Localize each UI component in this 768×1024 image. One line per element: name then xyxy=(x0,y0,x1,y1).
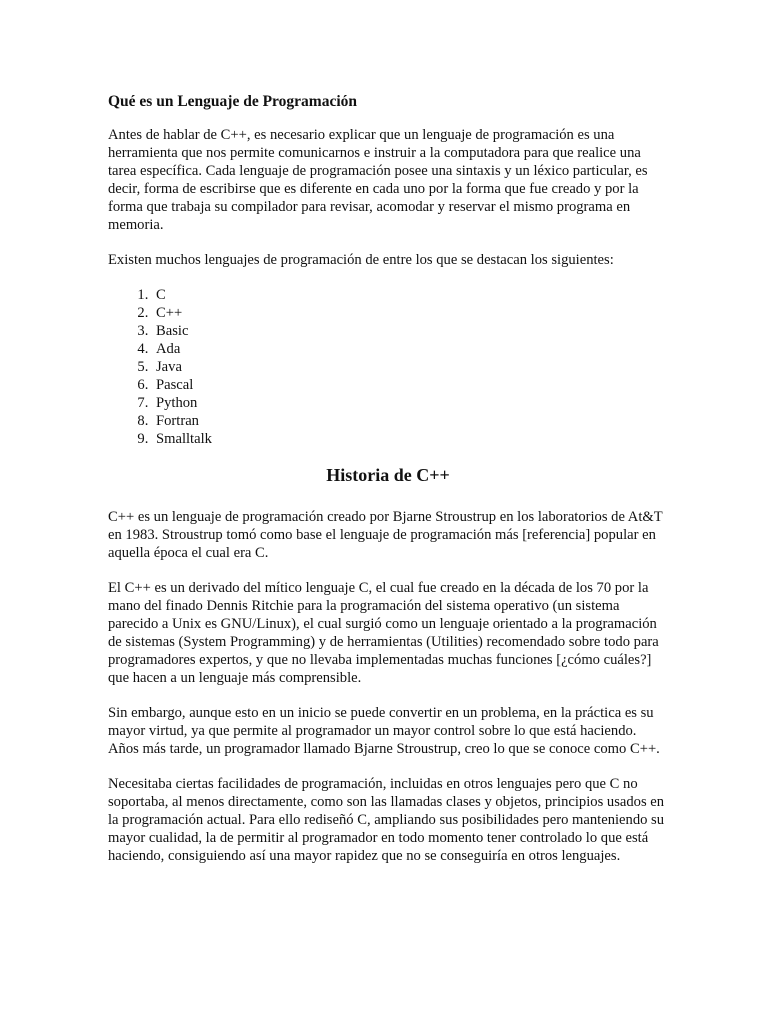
list-item: 4. Ada xyxy=(152,340,668,358)
history-paragraph: Necesitaba ciertas facilidades de programación, incluidas en otros lenguajes pero que C no soportaba, al menos directamente, como son las llamadas clases y objetos, principios usados en la programación actual. Para ello rediseñó C, ampliando sus posibilidades pero manteniendo su mayor cualidad, la de permitir al programador en todo momento tener controlado lo que está haciendo, consiguiendo así una mayor rapidez que no se conseguiría en otros lenguajes. xyxy=(108,776,665,864)
history-paragraph: El C++ es un derivado del mítico lenguaje C, el cual fue creado en la década de los 70 por la mano del finado Dennis Ritchie para la programación del sistema operativo (un sistema parecido a Unix es GNU/Linux), el cual surgió como un lenguaje orientado a la programación de sistemas (System Programming) y de herramientas (Utilities) recomendado sobre todo para programadores expertos, y que no llevaba implementadas muchas funciones [¿cómo cuáles?] que hacen a un lenguaje más comprensible. xyxy=(108,580,659,686)
list-item: 2. C++ xyxy=(152,304,668,322)
history-paragraph: C++ es un lenguaje de programación creado por Bjarne Stroustrup en los laboratorios de At&T en 1983. Stroustrup tomó como base el lenguaje de programación más [referencia] popular en aquella época el cual era C. xyxy=(108,509,663,561)
list-item: 5. Java xyxy=(152,358,668,376)
languages-list xyxy=(108,286,668,448)
document-page xyxy=(108,92,668,882)
list-item: 8. Fortran xyxy=(152,412,668,430)
history-paragraph: Sin embargo, aunque esto en un inicio se puede convertir en un problema, en la práctica es su mayor virtud, ya que permite al programador un mayor control sobre lo que está haciendo. Años más tarde, un programador llamado Bjarne Stroustrup, creo lo que se conoce como C++. xyxy=(108,705,660,757)
section-title-historia: Historia de C++ xyxy=(326,465,450,485)
list-item: 3. Basic xyxy=(152,322,668,340)
list-item: 7. Python xyxy=(152,394,668,412)
intro-paragraph: Antes de hablar de C++, es necesario explicar que un lenguaje de programación es una herramienta que nos permite comunicarnos e instruir a la computadora para que realice una tarea específica. Cada lenguaje de programación posee una sintaxis y un léxico particular, es decir, forma de escribirse que es diferente en cada uno por la forma que fue creado y por la forma que trabaja su compilador para revisar, acomodar y reservar el mismo programa en memoria. xyxy=(108,127,648,233)
section-title-lenguaje: Qué es un Lenguaje de Programación xyxy=(108,93,357,110)
list-item: 6. Pascal xyxy=(152,376,668,394)
list-item: 1. C xyxy=(152,286,668,304)
list-item: 9. Smalltalk xyxy=(152,430,668,448)
languages-intro-paragraph: Existen muchos lenguajes de programación de entre los que se destacan los siguientes: xyxy=(108,252,614,268)
